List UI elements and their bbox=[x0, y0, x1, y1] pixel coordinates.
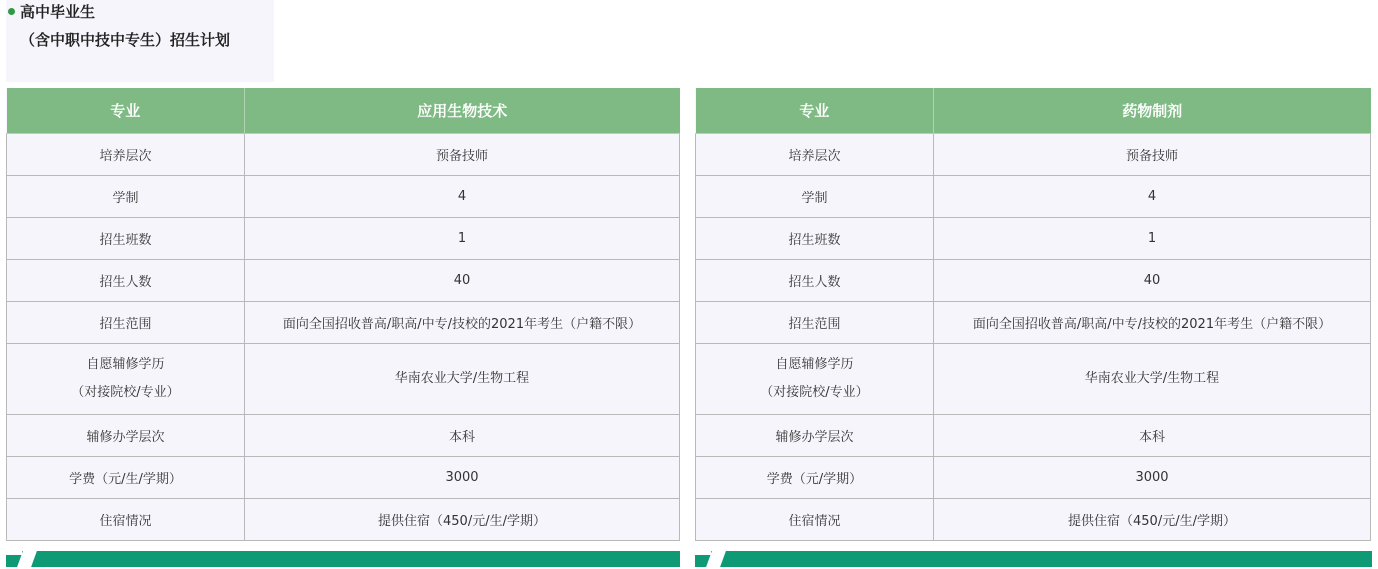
row-value: 4 bbox=[934, 176, 1371, 218]
row-label: 招生范围 bbox=[696, 302, 934, 344]
footer-notch bbox=[695, 551, 711, 555]
major-name: 应用生物技术 bbox=[245, 88, 680, 134]
row-value: 面向全国招收普高/职高/中专/技校的2021年考生（户籍不限） bbox=[934, 302, 1371, 344]
row-label: 招生班数 bbox=[696, 218, 934, 260]
row-label: 培养层次 bbox=[696, 134, 934, 176]
row-label: 学制 bbox=[696, 176, 934, 218]
table-row bbox=[696, 302, 1371, 344]
table-row bbox=[696, 176, 1371, 218]
bullet-dot-icon bbox=[8, 8, 15, 15]
row-value: 华南农业大学/生物工程 bbox=[934, 344, 1371, 415]
footer-bar-right bbox=[695, 551, 1372, 567]
row-value: 面向全国招收普高/职高/中专/技校的2021年考生（户籍不限） bbox=[245, 302, 680, 344]
table-row bbox=[7, 457, 680, 499]
row-value: 提供住宿（450/元/生/学期） bbox=[934, 499, 1371, 541]
table-row bbox=[696, 260, 1371, 302]
row-value: 预备技师 bbox=[934, 134, 1371, 176]
row-label bbox=[696, 344, 934, 415]
row-value: 华南农业大学/生物工程 bbox=[245, 344, 680, 415]
footer-bar-left bbox=[6, 551, 680, 567]
row-value: 本科 bbox=[934, 415, 1371, 457]
row-label: 学费（元/生/学期） bbox=[7, 457, 245, 499]
section-heading bbox=[6, 0, 274, 82]
major-table-pharmaceutics bbox=[695, 88, 1371, 541]
row-value: 3000 bbox=[245, 457, 680, 499]
row-value: 预备技师 bbox=[245, 134, 680, 176]
row-label-line2: （对接院校/专业） bbox=[760, 385, 869, 400]
major-name: 药物制剂 bbox=[934, 88, 1371, 134]
row-label: 招生人数 bbox=[696, 260, 934, 302]
row-value: 4 bbox=[245, 176, 680, 218]
row-label: 招生班数 bbox=[7, 218, 245, 260]
section-subtitle: （含中职中技中专生）招生计划 bbox=[20, 31, 231, 49]
row-label bbox=[7, 344, 245, 415]
row-label: 辅修办学层次 bbox=[7, 415, 245, 457]
row-label: 住宿情况 bbox=[7, 499, 245, 541]
table-row bbox=[7, 260, 680, 302]
major-table-biotech bbox=[6, 88, 680, 541]
row-value: 1 bbox=[245, 218, 680, 260]
table-header-row bbox=[696, 88, 1371, 134]
row-label: 辅修办学层次 bbox=[696, 415, 934, 457]
table-row bbox=[696, 344, 1371, 415]
row-label: 住宿情况 bbox=[696, 499, 934, 541]
table-row bbox=[696, 134, 1371, 176]
row-label: 招生范围 bbox=[7, 302, 245, 344]
table-row bbox=[7, 415, 680, 457]
header-label: 专业 bbox=[7, 88, 245, 134]
row-value: 1 bbox=[934, 218, 1371, 260]
row-label: 学制 bbox=[7, 176, 245, 218]
table-row bbox=[696, 499, 1371, 541]
header-label: 专业 bbox=[696, 88, 934, 134]
row-value: 3000 bbox=[934, 457, 1371, 499]
row-label: 学费（元/学期） bbox=[696, 457, 934, 499]
row-value: 40 bbox=[245, 260, 680, 302]
table-row bbox=[7, 344, 680, 415]
table-row bbox=[696, 457, 1371, 499]
table-row bbox=[7, 499, 680, 541]
table-row bbox=[696, 415, 1371, 457]
row-label-line2: （对接院校/专业） bbox=[71, 385, 180, 400]
row-value: 40 bbox=[934, 260, 1371, 302]
row-value: 提供住宿（450/元/生/学期） bbox=[245, 499, 680, 541]
row-label-line1: 自愿辅修学历 bbox=[86, 357, 165, 372]
table-header-row bbox=[7, 88, 680, 134]
row-label: 培养层次 bbox=[7, 134, 245, 176]
row-label-line1: 自愿辅修学历 bbox=[775, 357, 854, 372]
table-row bbox=[7, 134, 680, 176]
table-row bbox=[7, 218, 680, 260]
table-row bbox=[7, 176, 680, 218]
row-label: 招生人数 bbox=[7, 260, 245, 302]
table-row bbox=[696, 218, 1371, 260]
table-row bbox=[7, 302, 680, 344]
section-title: 高中毕业生 bbox=[20, 3, 96, 21]
footer-notch bbox=[6, 551, 22, 555]
row-value: 本科 bbox=[245, 415, 680, 457]
